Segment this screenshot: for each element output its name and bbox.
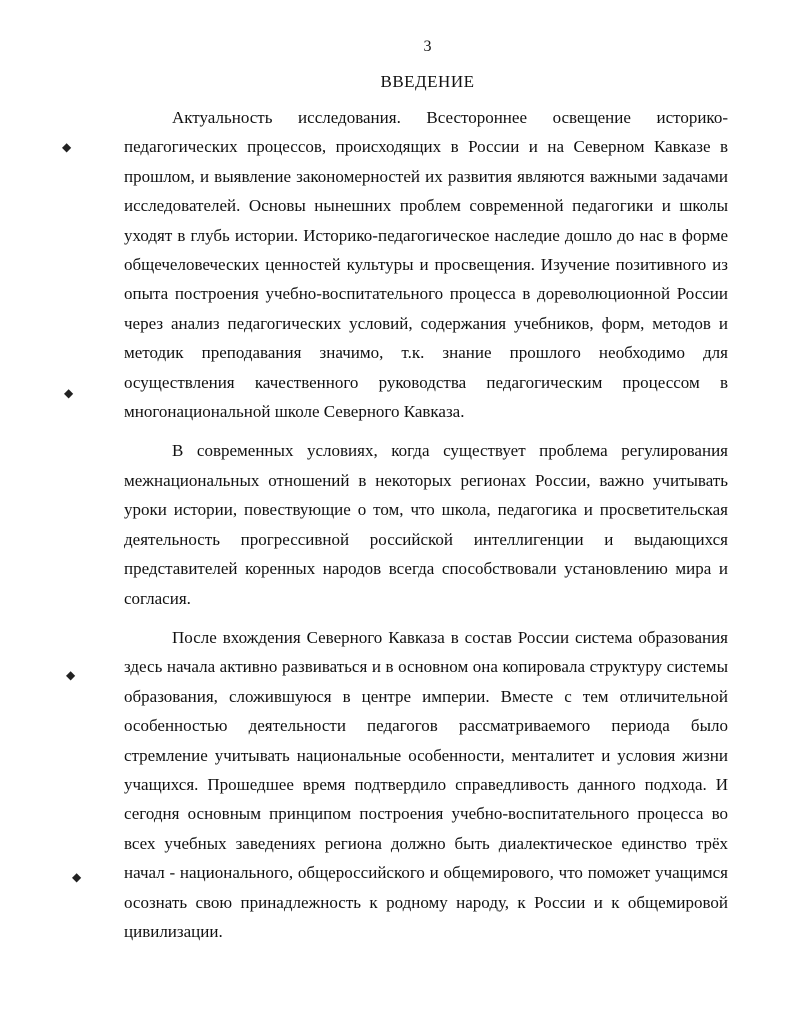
paragraph-3: После вхождения Северного Кавказа в состав России система образования здесь начала активно развиваться и в основном она копировала структуру системы образования, сложившуюся в центре империи. Вместе с тем отличительной особенностью деятельности педагогов рассматриваемого периода было стремление учитывать национальные особенности, менталитет и условия жизни учащихся. Прошедшее время подтвердило справедливость данного подхода. И сегодня основным принципом построения учебно-воспитательного процесса во всех учебных заведениях региона должно быть диалектическое единство трёх начал - национального, общероссийского и общемирового, что поможет учащимся осознать свою принадлежность к родному народу, к России и к общемировой цивилизации. <box>124 627 728 941</box>
binding-mark-1: ◆ <box>62 140 72 154</box>
binding-mark-2: ◆ <box>64 386 74 400</box>
binding-mark-3: ◆ <box>66 668 76 682</box>
paragraph-1: Актуальность исследования. Всестороннее освещение историко-педагогических процессов, происходящих в России и на Северном Кавказе в прошлом, и выявление закономерностей их развития являются важными задачами исследователей. Основы нынешних проблем современной педагогики и школы уходят в глубь истории. Историко-педагогическое наследие дошло до нас в форме общечеловеческих ценностей культуры и просвещения. Изучение позитивного из опыта построения учебно-воспитательного процесса в дореволюционной России через анализ педагогических условий, содержания учебников, форм, методов и методик преподавания значимо, т.к. знание прошлого необходимо для осуществления качественного руководства педагогическим процессом в многонациональной школе Северного Кавказа. <box>124 108 728 422</box>
binding-mark-4: ◆ <box>72 870 82 884</box>
body-text <box>124 103 728 956</box>
page-heading: ВВЕДЕНИЕ <box>380 72 475 91</box>
paragraph-2: В современных условиях, когда существует проблема регулирования межнациональных отношений в некоторых регионах России, важно учитывать уроки истории, повествующие о том, что школа, педагогика и просветительская деятельность прогрессивной российской интеллигенции и выдающихся представителей коренных народов всегда способствовали установлению мира и согласия. <box>124 441 728 608</box>
page-number: 3 <box>423 38 432 55</box>
